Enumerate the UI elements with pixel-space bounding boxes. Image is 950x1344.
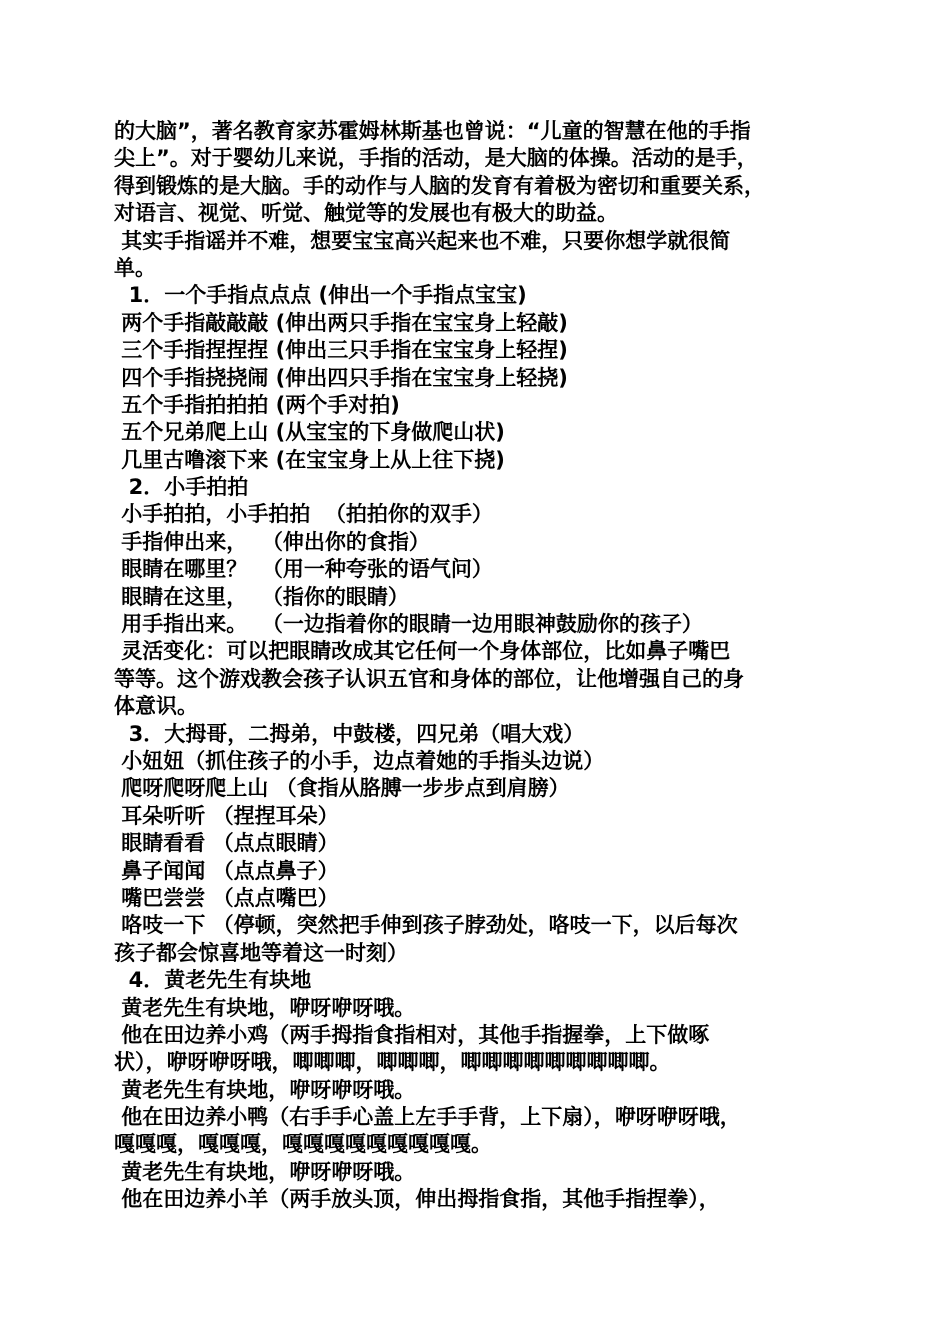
text-line: 单。: [114, 255, 156, 280]
text-line: 三个手指捏捏捏 (伸出三只手指在宝宝身上轻捏): [114, 338, 568, 363]
text-line: 四个手指挠挠闹 (伸出四只手指在宝宝身上轻挠): [114, 365, 568, 390]
section-heading-1: 1．一个手指点点点 (伸出一个手指点宝宝): [114, 283, 527, 308]
text-line: 几里古噜滚下来 (在宝宝身上从上往下挠): [114, 447, 505, 472]
text-line: 尖上”。对于婴幼儿来说，手指的活动，是大脑的体操。活动的是手，: [114, 146, 758, 171]
text-line: 黄老先生有块地，咿呀咿呀哦。: [114, 1077, 416, 1102]
text-line: 灵活变化：可以把眼睛改成其它任何一个身体部位，比如鼻子嘴巴: [114, 639, 731, 664]
document-body: [114, 118, 844, 1214]
text-line: 小手拍拍，小手拍拍 （拍拍你的双手）: [114, 502, 493, 527]
text-line: 孩子都会惊喜地等着这一时刻）: [114, 940, 408, 965]
text-line: 用手指出来。 （一边指着你的眼睛一边用眼神鼓励你的孩子）: [114, 612, 703, 637]
section-heading-4: 4．黄老先生有块地: [114, 968, 312, 993]
text-line: 嘴巴尝尝 （点点嘴巴）: [114, 885, 339, 910]
text-line: 五个手指拍拍拍 (两个手对拍): [114, 392, 400, 417]
text-line: 等等。这个游戏教会孩子认识五官和身体的部位，让他增强自己的身: [114, 666, 744, 691]
text-line: 小妞妞（抓住孩子的小手，边点着她的手指头边说）: [114, 748, 605, 773]
text-line: 状），咿呀咿呀哦，唧唧唧，唧唧唧，唧唧唧唧唧唧唧唧唧。: [114, 1050, 671, 1075]
text-line: 对语言、视觉、听觉、触觉等的发展也有极大的助益。: [114, 201, 618, 226]
text-line: 得到锻炼的是大脑。手的动作与人脑的发育有着极为密切和重要关系，: [114, 173, 765, 198]
text-line: 两个手指敲敲敲 (伸出两只手指在宝宝身上轻敲): [114, 310, 568, 335]
section-heading-3: 3．大拇哥，二拇弟，中鼓楼，四兄弟（唱大戏）: [114, 721, 585, 746]
text-line: 眼睛看看 （点点眼睛）: [114, 831, 339, 856]
text-line: 体意识。: [114, 694, 198, 719]
text-line: 他在田边养小鸭（右手手心盖上左手手背，上下扇），咿呀咿呀哦，: [114, 1105, 741, 1130]
text-line: 手指伸出来， （伸出你的食指）: [114, 529, 430, 554]
section-heading-2: 2．小手拍拍: [114, 475, 249, 500]
text-line: 的大脑”，著名教育家苏霍姆林斯基也曾说：“儿童的智慧在他的手指: [114, 119, 751, 143]
text-line: 黄老先生有块地，咿呀咿呀哦。: [114, 995, 416, 1020]
text-line: 鼻子闻闻 （点点鼻子）: [114, 858, 339, 883]
text-line: 爬呀爬呀爬上山 （食指从胳膊一步步点到肩膀）: [114, 776, 570, 801]
text-line: 眼睛在哪里？ （用一种夸张的语气问）: [114, 557, 493, 582]
text-line: 五个兄弟爬上山 (从宝宝的下身做爬山状): [114, 420, 505, 445]
text-line: 咯吱一下 （停顿，突然把手伸到孩子脖劲处，咯吱一下，以后每次: [114, 913, 738, 938]
text-line: 耳朵听听 （捏捏耳朵）: [114, 803, 339, 828]
text-line: 黄老先生有块地，咿呀咿呀哦。: [114, 1159, 416, 1184]
text-line: 他在田边养小羊（两手放头顶，伸出拇指食指，其他手指捏拳），: [114, 1187, 720, 1212]
text-line: 眼睛在这里， （指你的眼睛）: [114, 584, 409, 609]
text-line: 其实手指谣并不难，想要宝宝高兴起来也不难，只要你想学就很简: [114, 228, 731, 253]
text-line: 嘎嘎嘎，嘎嘎嘎，嘎嘎嘎嘎嘎嘎嘎嘎嘎。: [114, 1132, 492, 1157]
text-line: 他在田边养小鸡（两手拇指食指相对，其他手指握拳，上下做啄: [114, 1022, 710, 1047]
